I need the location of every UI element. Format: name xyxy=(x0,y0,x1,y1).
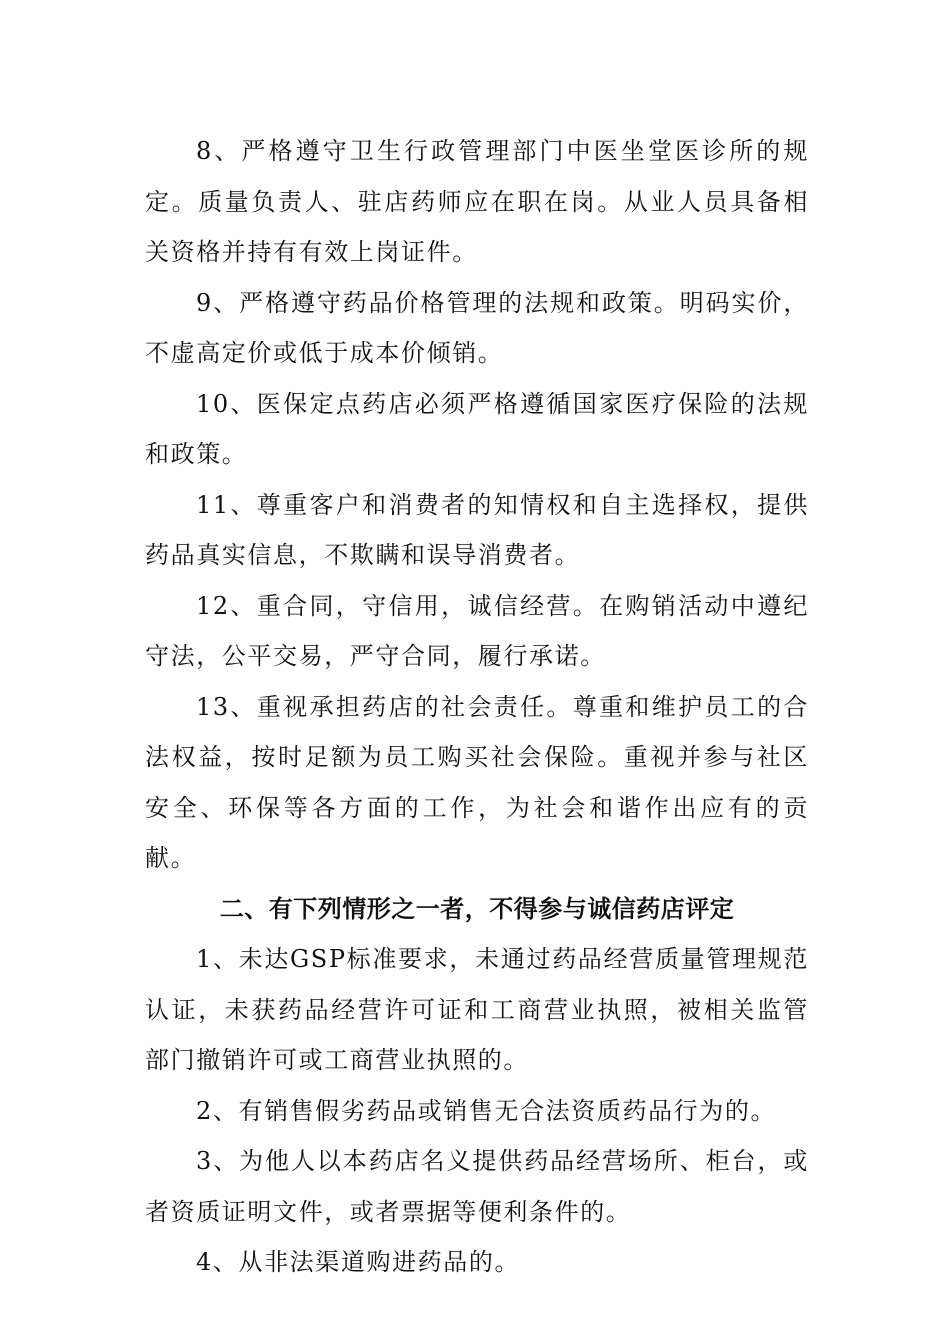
exclusion-1: 1、未达GSP标准要求，未通过药品经营质量管理规范认证，未获药品经营许可证和工商营业执照，被相关监管部门撤销许可或工商营业执照的。 xyxy=(145,945,809,1074)
exclusion-4: 4、从非法渠道购进药品的。 xyxy=(196,1248,521,1276)
clause-9: 9、严格遵守药品价格管理的法规和政策。明码实价，不虚高定价或低于成本价倾销。 xyxy=(145,288,809,367)
clause-10: 10、医保定点药店必须严格遵循国家医疗保险的法规和政策。 xyxy=(145,389,809,468)
clause-8: 8、严格遵守卫生行政管理部门中医坐堂医诊所的规定。质量负责人、驻店药师应在职在岗。从业人员具备相关资格并持有有效上岗证件。 xyxy=(145,137,809,266)
clause-13: 13、重视承担药店的社会责任。尊重和维护员工的合法权益，按时足额为员工购买社会保险。重视并参与社区安全、环保等各方面的工作，为社会和谐作出应有的贡献。 xyxy=(145,692,809,872)
clause-11: 11、尊重客户和消费者的知情权和自主选择权，提供药品真实信息，不欺瞒和误导消费者。 xyxy=(145,490,809,569)
clause-12: 12、重合同，守信用，诚信经营。在购销活动中遵纪守法，公平交易，严守合同，履行承诺。 xyxy=(145,591,809,670)
exclusion-2: 2、有销售假劣药品或销售无合法资质药品行为的。 xyxy=(196,1096,777,1125)
exclusion-3: 3、为他人以本药店名义提供药品经营场所、柜台，或者资质证明文件，或者票据等便利条件的。 xyxy=(145,1147,809,1226)
section-heading: 二、有下列情形之一者，不得参与诚信药店评定 xyxy=(219,894,735,923)
document-body xyxy=(145,126,809,1288)
